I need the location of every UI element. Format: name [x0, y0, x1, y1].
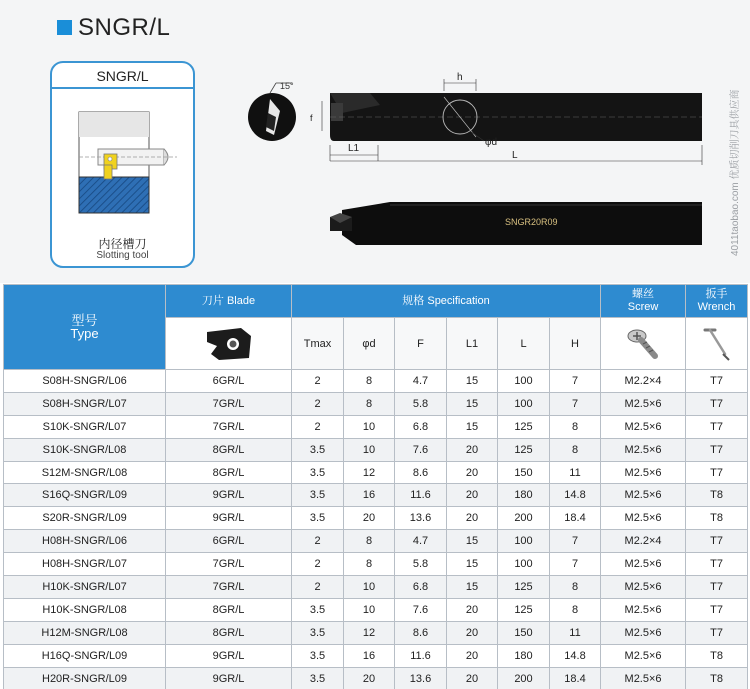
- table-row: [4, 667, 748, 689]
- cell-f: 5.8: [395, 553, 447, 576]
- title-marker: [57, 20, 72, 35]
- cell-tmax: 3.5: [292, 438, 344, 461]
- table-row: [4, 484, 748, 507]
- screw-icon: [623, 324, 663, 364]
- cell-wrench: T8: [686, 507, 748, 530]
- cell-l: 125: [498, 598, 550, 621]
- cell-l: 100: [498, 392, 550, 415]
- cell-h: 7: [550, 530, 601, 553]
- cell-blade: 9GR/L: [166, 644, 292, 667]
- cell-d: 10: [344, 598, 395, 621]
- cell-f: 4.7: [395, 530, 447, 553]
- cell-h: 18.4: [550, 507, 601, 530]
- cell-type: H10K-SNGR/L08: [4, 598, 166, 621]
- col-type-header: [4, 285, 166, 370]
- cell-tmax: 3.5: [292, 598, 344, 621]
- cell-blade: 9GR/L: [166, 667, 292, 689]
- cell-d: 10: [344, 576, 395, 599]
- cell-blade: 9GR/L: [166, 507, 292, 530]
- cell-type: H08H-SNGR/L06: [4, 530, 166, 553]
- cell-d: 8: [344, 530, 395, 553]
- cell-wrench: T7: [686, 598, 748, 621]
- cell-f: 4.7: [395, 370, 447, 393]
- cell-f: 11.6: [395, 644, 447, 667]
- table-row: [4, 598, 748, 621]
- card-heading: SNGR/L: [52, 63, 193, 89]
- cell-d: 20: [344, 667, 395, 689]
- illustration-area: [0, 0, 750, 283]
- cell-tmax: 3.5: [292, 644, 344, 667]
- cell-h: 8: [550, 438, 601, 461]
- cell-tmax: 2: [292, 370, 344, 393]
- cell-f: 8.6: [395, 461, 447, 484]
- table-row: [4, 530, 748, 553]
- cell-l1: 15: [447, 576, 498, 599]
- cell-l: 125: [498, 576, 550, 599]
- cell-screw: M2.2×4: [601, 370, 686, 393]
- cell-f: 7.6: [395, 598, 447, 621]
- cell-h: 7: [550, 392, 601, 415]
- cell-type: S10K-SNGR/L07: [4, 415, 166, 438]
- cell-screw: M2.5×6: [601, 461, 686, 484]
- tool-name-en: Slotting tool: [96, 250, 149, 261]
- cell-f: 5.8: [395, 392, 447, 415]
- cell-wrench: T7: [686, 530, 748, 553]
- cell-blade: 8GR/L: [166, 438, 292, 461]
- type-label-cn: 型号: [71, 313, 98, 328]
- screw-label-cn: 螺丝: [632, 288, 655, 300]
- table-header-row: [4, 285, 748, 318]
- cell-h: 7: [550, 553, 601, 576]
- cell-l: 200: [498, 667, 550, 689]
- cell-wrench: T8: [686, 644, 748, 667]
- cell-f: 7.6: [395, 438, 447, 461]
- dim-l1-label: L1: [348, 143, 360, 154]
- cell-d: 12: [344, 621, 395, 644]
- col-screw-header: [601, 285, 686, 318]
- cell-type: S16Q-SNGR/L09: [4, 484, 166, 507]
- cell-tmax: 3.5: [292, 484, 344, 507]
- cell-screw: M2.5×6: [601, 553, 686, 576]
- boring-bar-side: [330, 93, 702, 141]
- page-title: SNGR/L: [78, 14, 171, 41]
- slotting-tool-diagram: [52, 91, 193, 236]
- dim-f-label: f: [310, 113, 313, 123]
- cell-wrench: T7: [686, 621, 748, 644]
- cell-type: S20R-SNGR/L09: [4, 507, 166, 530]
- cell-l: 100: [498, 530, 550, 553]
- cell-wrench: T7: [686, 392, 748, 415]
- cell-type: H16Q-SNGR/L09: [4, 644, 166, 667]
- cell-type: S08H-SNGR/L07: [4, 392, 166, 415]
- cell-type: H20R-SNGR/L09: [4, 667, 166, 689]
- cell-l: 125: [498, 415, 550, 438]
- cell-screw: M2.5×6: [601, 415, 686, 438]
- watermark-text: 4011taobao.com 优质切削刀具供应商: [730, 89, 741, 256]
- cell-d: 8: [344, 553, 395, 576]
- cell-h: 7: [550, 370, 601, 393]
- tool-type-card: [50, 61, 195, 268]
- cell-l1: 15: [447, 392, 498, 415]
- cell-tmax: 3.5: [292, 621, 344, 644]
- cell-d: 16: [344, 484, 395, 507]
- cell-f: 6.8: [395, 415, 447, 438]
- cell-blade: 6GR/L: [166, 530, 292, 553]
- cell-blade: 8GR/L: [166, 461, 292, 484]
- cell-type: H10K-SNGR/L07: [4, 576, 166, 599]
- cell-l1: 20: [447, 644, 498, 667]
- cell-h: 11: [550, 461, 601, 484]
- cell-l: 125: [498, 438, 550, 461]
- cell-wrench: T8: [686, 667, 748, 689]
- cell-blade: 7GR/L: [166, 576, 292, 599]
- cell-tmax: 3.5: [292, 461, 344, 484]
- cell-tmax: 2: [292, 392, 344, 415]
- cell-screw: M2.5×6: [601, 667, 686, 689]
- cell-screw: M2.2×4: [601, 530, 686, 553]
- table-row: [4, 507, 748, 530]
- cell-screw: M2.5×6: [601, 484, 686, 507]
- cell-d: 8: [344, 392, 395, 415]
- table-row: [4, 392, 748, 415]
- blade-image-cell: [166, 318, 292, 370]
- cell-d: 20: [344, 507, 395, 530]
- watermark: [724, 20, 746, 260]
- cell-h: 8: [550, 598, 601, 621]
- col-l1: L1: [447, 318, 498, 370]
- table-row: [4, 370, 748, 393]
- angle-label: 15°: [280, 81, 294, 91]
- cell-wrench: T7: [686, 553, 748, 576]
- boring-bar-photo: [330, 202, 702, 245]
- cell-screw: M2.5×6: [601, 598, 686, 621]
- cell-h: 11: [550, 621, 601, 644]
- cell-l: 180: [498, 644, 550, 667]
- cell-l: 180: [498, 484, 550, 507]
- cell-l1: 20: [447, 598, 498, 621]
- wrench-icon: [697, 324, 737, 364]
- col-blade-header: 刀片 Blade: [166, 285, 292, 318]
- cell-l: 150: [498, 621, 550, 644]
- cell-l1: 15: [447, 530, 498, 553]
- cell-l: 100: [498, 553, 550, 576]
- cell-h: 18.4: [550, 667, 601, 689]
- specification-table: [3, 284, 748, 689]
- cell-f: 6.8: [395, 576, 447, 599]
- cell-type: H08H-SNGR/L07: [4, 553, 166, 576]
- table-row: [4, 461, 748, 484]
- screw-label-en: Screw: [627, 301, 659, 313]
- wrench-label-en: Wrench: [697, 301, 736, 313]
- cell-l1: 20: [447, 461, 498, 484]
- cell-tmax: 2: [292, 530, 344, 553]
- cell-tmax: 2: [292, 576, 344, 599]
- wrench-label-cn: 扳手: [705, 288, 728, 300]
- cell-blade: 6GR/L: [166, 370, 292, 393]
- cell-screw: M2.5×6: [601, 438, 686, 461]
- cell-l1: 15: [447, 370, 498, 393]
- cell-tmax: 2: [292, 553, 344, 576]
- cell-f: 13.6: [395, 667, 447, 689]
- cell-l1: 15: [447, 553, 498, 576]
- tool-marking: SNGR20R09: [505, 217, 558, 227]
- cell-l1: 20: [447, 438, 498, 461]
- cell-screw: M2.5×6: [601, 576, 686, 599]
- col-tmax: Tmax: [292, 318, 344, 370]
- cell-l1: 20: [447, 667, 498, 689]
- cell-wrench: T7: [686, 576, 748, 599]
- tool-name-cn: 内径槽刀: [98, 237, 147, 251]
- cell-l: 150: [498, 461, 550, 484]
- dim-l-label: L: [512, 150, 518, 161]
- cell-blade: 7GR/L: [166, 553, 292, 576]
- tool-dimension-drawing: [230, 65, 720, 275]
- end-view: [248, 81, 296, 141]
- cell-screw: M2.5×6: [601, 644, 686, 667]
- cell-wrench: T7: [686, 415, 748, 438]
- cell-l1: 20: [447, 621, 498, 644]
- cell-l: 100: [498, 370, 550, 393]
- cell-blade: 7GR/L: [166, 392, 292, 415]
- table-row: [4, 644, 748, 667]
- cell-d: 10: [344, 438, 395, 461]
- table-row: [4, 621, 748, 644]
- col-d: φd: [344, 318, 395, 370]
- cell-tmax: 3.5: [292, 667, 344, 689]
- table-body: [4, 370, 748, 689]
- cell-wrench: T7: [686, 461, 748, 484]
- cell-f: 8.6: [395, 621, 447, 644]
- cell-blade: 8GR/L: [166, 598, 292, 621]
- cell-wrench: T7: [686, 370, 748, 393]
- cell-type: S10K-SNGR/L08: [4, 438, 166, 461]
- cell-h: 14.8: [550, 484, 601, 507]
- cell-h: 14.8: [550, 644, 601, 667]
- dim-h-label: h: [457, 72, 463, 83]
- cell-f: 13.6: [395, 507, 447, 530]
- cell-h: 8: [550, 576, 601, 599]
- table-row: [4, 576, 748, 599]
- table-row: [4, 438, 748, 461]
- cell-screw: M2.5×6: [601, 507, 686, 530]
- table-row: [4, 553, 748, 576]
- cell-tmax: 2: [292, 415, 344, 438]
- cell-blade: 9GR/L: [166, 484, 292, 507]
- cell-d: 16: [344, 644, 395, 667]
- cell-f: 11.6: [395, 484, 447, 507]
- screw-image-cell: [601, 318, 686, 370]
- cell-blade: 8GR/L: [166, 621, 292, 644]
- cell-l1: 20: [447, 484, 498, 507]
- cell-d: 10: [344, 415, 395, 438]
- table-row: [4, 415, 748, 438]
- cell-screw: M2.5×6: [601, 392, 686, 415]
- cell-type: H12M-SNGR/L08: [4, 621, 166, 644]
- col-h: H: [550, 318, 601, 370]
- cell-l1: 20: [447, 507, 498, 530]
- cell-type: S08H-SNGR/L06: [4, 370, 166, 393]
- cell-type: S12M-SNGR/L08: [4, 461, 166, 484]
- wrench-image-cell: [686, 318, 748, 370]
- cell-screw: M2.5×6: [601, 621, 686, 644]
- cell-l1: 15: [447, 415, 498, 438]
- cell-l: 200: [498, 507, 550, 530]
- cell-wrench: T7: [686, 438, 748, 461]
- col-wrench-header: [686, 285, 748, 318]
- col-f: F: [395, 318, 447, 370]
- cell-wrench: T8: [686, 484, 748, 507]
- col-spec-header: 规格 Specification: [292, 285, 601, 318]
- cell-d: 12: [344, 461, 395, 484]
- cell-h: 8: [550, 415, 601, 438]
- blade-insert-icon: [201, 324, 257, 364]
- cell-blade: 7GR/L: [166, 415, 292, 438]
- dim-d-label: φd: [485, 137, 498, 148]
- type-label-en: Type: [70, 326, 99, 341]
- col-l: L: [498, 318, 550, 370]
- cell-d: 8: [344, 370, 395, 393]
- cell-tmax: 3.5: [292, 507, 344, 530]
